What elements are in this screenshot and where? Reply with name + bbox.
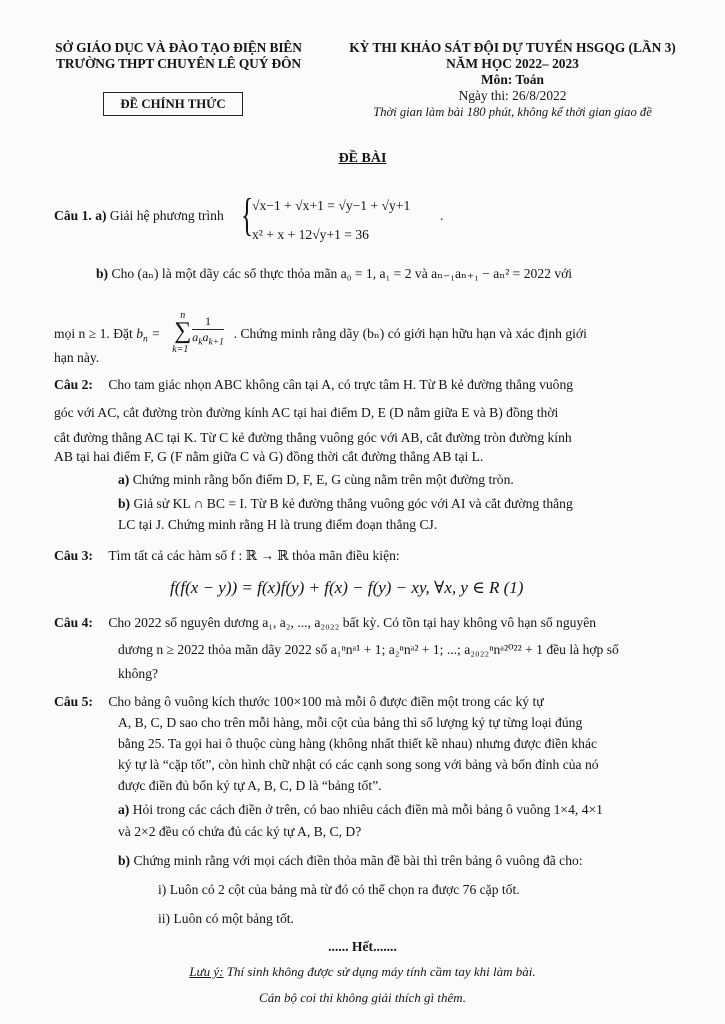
q2-a: a) Chứng minh rằng bốn điểm D, F, E, G cùng nằm trên một đường tròn. [118, 472, 514, 487]
eq-period: . [440, 208, 444, 223]
q5-line1: Câu 5: Cho bảng ô vuông kích thước 100×100 mà mỗi ô được điền một trong các ký tự [54, 694, 544, 709]
q1-b-line3: hạn này. [54, 350, 100, 365]
system-brace: { [241, 189, 254, 240]
end-marker: ...... Hết....... [328, 939, 397, 954]
exam-title: KỲ THI KHẢO SÁT ĐỘI DỰ TUYỂN HSGQG (LẦN 3) [349, 40, 676, 55]
q5-b-ii: ii) Luôn có một bảng tốt. [158, 911, 294, 926]
q3-intro: Câu 3: Tìm tất cả các hàm số f : ℝ → ℝ thỏa mãn điều kiện: [54, 548, 400, 563]
subject: Môn: Toán [481, 72, 544, 87]
sum-formula: $b_n$ = n ∑ k=1 1 $a_ka_{k+1}$ [136, 310, 224, 355]
q1-b-line1: b) Cho (aₙ) là một dãy các số thực thỏa mãn a₀ = 1, a₁ = 2 và aₙ₋₁aₙ₊₁ − aₙ² = 2022 với [96, 266, 573, 281]
q5-a-line1: a) Hỏi trong các cách điền ở trên, có bao nhiêu cách điền mà mỗi bảng ô vuông 1×4, 4×1 [118, 802, 603, 817]
q5-b: b) Chứng minh rằng với mọi cách điền thỏa mãn đề bài thì trên bảng ô vuông đã cho: [118, 853, 583, 868]
q1-a-label: a) [95, 208, 107, 223]
q1-b-line2: mọi n ≥ 1. Đặt $b_n$ = n ∑ k=1 1 $a_ka_{k+1}$ . Chứng minh rằng dãy (bₙ) có giới hạn hữu hạn và xác định giới [54, 310, 587, 360]
q2-line3: cắt đường thẳng AC tại K. Từ C kẻ đường thẳng vuông góc với AB, cắt đường tròn đường kính [54, 430, 572, 445]
q5-line5: được điền đủ bốn ký tự A, B, C, D là “bảng tốt”. [118, 778, 382, 793]
note-label: Lưu ý: [189, 964, 224, 979]
department-name: SỞ GIÁO DỤC VÀ ĐÀO TẠO ĐIỆN BIÊN [55, 40, 302, 55]
q5-line3: bằng 25. Ta gọi hai ô thuộc cùng hàng (không nhất thiết kề nhau) nhưng được điền khác [118, 736, 598, 751]
q2-line2: góc với AC, cắt đường tròn đường kính AC tại hai điểm D, E (D nằm giữa E và B) đồng thời [54, 405, 559, 420]
header-right [320, 40, 705, 120]
school-year: NĂM HỌC 2022– 2023 [446, 56, 579, 71]
note: Lưu ý: Thí sinh không được sử dụng máy tính cầm tay khi làm bài. [189, 964, 536, 979]
official-stamp: ĐỀ CHÍNH THỨC [103, 92, 243, 116]
q2-line4: AB tại hai điểm F, G (F nằm giữa C và G) đồng thời cắt đường thẳng AB tại L. [54, 449, 484, 464]
q4-line3: không? [118, 666, 159, 681]
q4-line1: Câu 4: Cho 2022 số nguyên dương a₁, a₂, ..., a₂₀₂₂ bất kỳ. Có tồn tại hay không vô hạn số nguyên [54, 615, 597, 630]
exam-duration: Thời gian làm bài 180 phút, không kể thời gian giao đề [373, 105, 652, 119]
header-left [36, 40, 321, 72]
q1-label: Câu 1. [54, 208, 92, 223]
q2-b-line1: b) Giả sử KL ∩ BC = I. Từ B kẻ đường thẳng vuông góc với AI và cắt đường thẳng [118, 496, 573, 511]
page-title: ĐỀ BÀI [338, 151, 387, 166]
system-eq2: x² + x + 12√y+1 = 36 [252, 227, 369, 242]
q3-label: Câu 3: [54, 548, 93, 563]
q4-line2: dương n ≥ 2022 thỏa mãn dãy 2022 số a₁ⁿnᵃ¹ + 1; a₂ⁿnᵃ² + 1; ...; a₂₀₂₂ⁿnᵃ²⁰²² + 1 đều là hợp số [118, 642, 619, 657]
school-name: TRƯỜNG THPT CHUYÊN LÊ QUÝ ĐÔN [56, 56, 301, 71]
note2: Cán bộ coi thi không giải thích gì thêm. [259, 990, 466, 1005]
q5-label: Câu 5: [54, 694, 93, 709]
q1-intro [54, 206, 224, 226]
q3-equation: f(f(x − y)) = f(x)f(y) + f(x) − f(y) − xy, ∀x, y ∈ R (1) [170, 578, 524, 597]
q5-line2: A, B, C, D sao cho trên mỗi hàng, mỗi cột của bảng thì số lượng ký tự từng loại đúng [118, 715, 583, 730]
q2-label: Câu 2: [54, 377, 93, 392]
exam-date: Ngày thi: 26/8/2022 [458, 88, 567, 103]
q5-b-i: i) Luôn có 2 cột của bảng mà từ đó có thể chọn ra được 76 cặp tốt. [158, 882, 520, 897]
q2-b-line2: LC tại J. Chứng minh rằng H là trung điểm đoạn thẳng CJ. [118, 517, 438, 532]
q5-line4: ký tự là “cặp tốt”, còn hình chữ nhật có các cạnh song song với bảng và bốn đỉnh của nó [118, 757, 599, 772]
q1-a-text: Giải hệ phương trình [109, 208, 224, 223]
q2-line1: Câu 2: Cho tam giác nhọn ABC không cân tại A, có trực tâm H. Từ B kẻ đường thẳng vuông [54, 377, 574, 392]
q1-b-label: b) [96, 266, 109, 281]
system-eq1: √x−1 + √x+1 = √y−1 + √y+1 [252, 198, 411, 213]
q5-a-line2: và 2×2 đều có chứa đủ các ký tự A, B, C, D? [118, 824, 362, 839]
q4-label: Câu 4: [54, 615, 93, 630]
